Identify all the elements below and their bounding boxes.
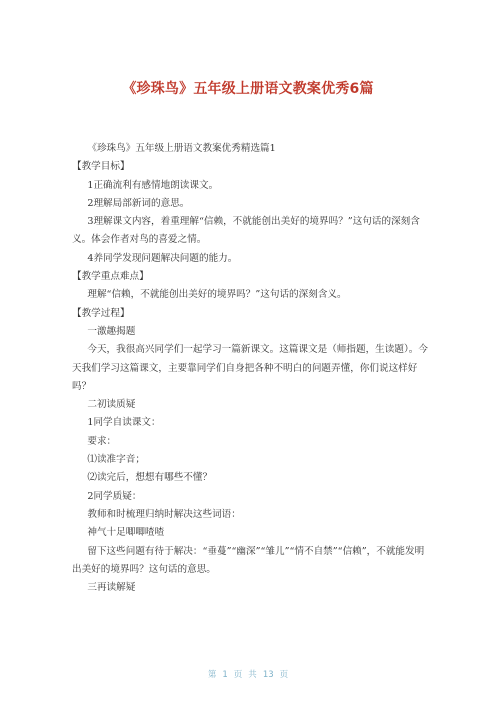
body-paragraph: 今天，我很高兴同学们一起学习一篇新课文。这篇课文是（师指题，生读题）。今天我们学习这篇课文，主要靠同学们自身把各种不明白的问题弄懂，你们说这样好吗？ [72,344,428,392]
section-label: 【教学目标】 [72,161,130,173]
body-paragraph: 教师和时梳理归纳时解决这些词语： [87,508,241,520]
step-heading: 三再读解疑 [87,582,136,594]
key-point-text: 理解“信赖，不就能创出美好的境界吗？”这句话的深刻含义。 [87,289,347,301]
section-heading: 《珍珠鸟》五年级上册语文教案优秀精选篇1 [87,143,276,154]
body-paragraph: 要求： [87,435,117,447]
step-heading: 一激趣揭题 [87,325,136,337]
list-item: ⑵读完后，想想有哪些不懂？ [87,472,213,484]
objective-item: 3理解课文内容，着重理解“信赖，不就能创出美好的境界吗？”这句话的深刻含义。体会作者对鸟的喜爱之情。 [72,216,420,246]
document-body [72,140,430,597]
body-paragraph: 神气十足唧唧喳喳 [87,527,165,539]
body-paragraph: 留下这些问题有待于解决：“垂蔓”“幽深”“雏儿”“情不自禁”“信赖”，不就能发明出美好的境界吗？这句话的意思。 [72,545,425,575]
body-paragraph: 2同学质疑： [87,490,142,502]
body-paragraph: 1同学自读课文： [87,417,161,429]
footer-page-label: 第 [207,670,217,680]
page-footer [0,668,496,680]
list-item: ⑴读准字音； [87,454,145,466]
step-heading: 二初读质疑 [87,399,136,411]
section-label: 【教学重点难点】 [72,271,149,283]
document-title: 《珍珠鸟》五年级上册语文教案优秀6篇 [122,81,374,97]
section-label: 【教学过程】 [72,307,130,319]
footer-total-pages: 13 [262,670,274,680]
objective-item: 4养同学发现问题解决问题的能力。 [87,252,238,264]
footer-page-unit: 页 [233,670,243,680]
objective-item: 1正确流利有感情地朗读课文。 [87,179,219,191]
objective-item: 2理解局部新词的意思。 [87,197,190,209]
footer-page-number: 1 [222,670,228,680]
footer-total-label: 共 [248,670,257,680]
footer-total-unit: 页 [279,670,289,680]
